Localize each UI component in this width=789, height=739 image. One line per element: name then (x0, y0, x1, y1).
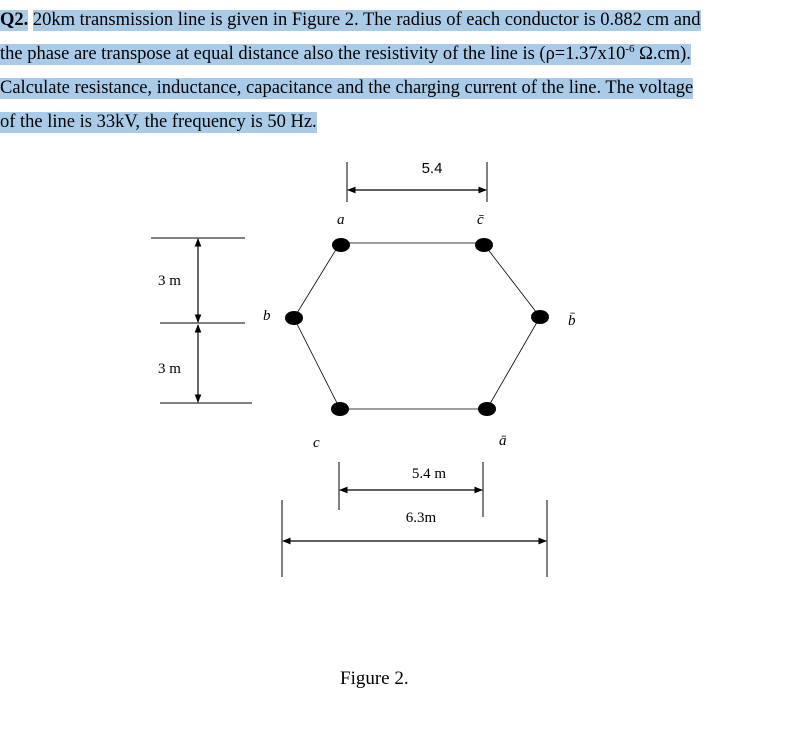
resistivity-exponent: -6 (625, 43, 635, 55)
question-line-3-text: Calculate resistance, inductance, capacitance and the charging current of the line. The voltage (0, 78, 694, 98)
conductor-b-bar (531, 310, 549, 324)
upper-gap-label: 3 m (158, 273, 181, 289)
conductor-a-bar (478, 402, 496, 416)
conductors (285, 238, 549, 416)
lower-gap-label: 3 m (158, 361, 181, 377)
bottom-span-dimension (339, 462, 483, 517)
question-line-2-end: Ω.cm). (634, 44, 691, 64)
total-span-label: 6.3m (405, 510, 437, 526)
conductor-labels (263, 212, 576, 451)
figure-caption: Figure 2. (340, 668, 409, 689)
question-line-2-text: the phase are transpose at equal distance also the resistivity of the line is (ρ=1.37x10 (0, 44, 626, 64)
top-span-label: 5.4 (421, 160, 443, 177)
label-c-bar: c̄ (477, 212, 484, 228)
top-span-dimension (347, 160, 487, 202)
label-c: c (313, 435, 320, 451)
label-a-bar: ā (499, 433, 507, 449)
conductor-c-bar (475, 238, 493, 252)
vertical-dimensions (151, 238, 252, 403)
label-a: a (337, 212, 345, 228)
total-span-dimension (282, 500, 547, 577)
conductor-a (332, 238, 350, 252)
question-line-4-text: of the line is 33kV, the frequency is 50 Hz. (0, 112, 317, 132)
conductor-c (331, 402, 349, 416)
bottom-span-label: 5.4 m (411, 466, 447, 482)
label-b: b (263, 308, 271, 324)
question-line-1-text: 20km transmission line is given in Figure 2. The radius of each conductor is 0.882 cm and (32, 10, 701, 30)
question-number: Q2. (0, 10, 29, 30)
hexagon-outline (294, 243, 540, 409)
conductor-b (285, 311, 303, 325)
label-b-bar: b̄ (568, 313, 576, 329)
